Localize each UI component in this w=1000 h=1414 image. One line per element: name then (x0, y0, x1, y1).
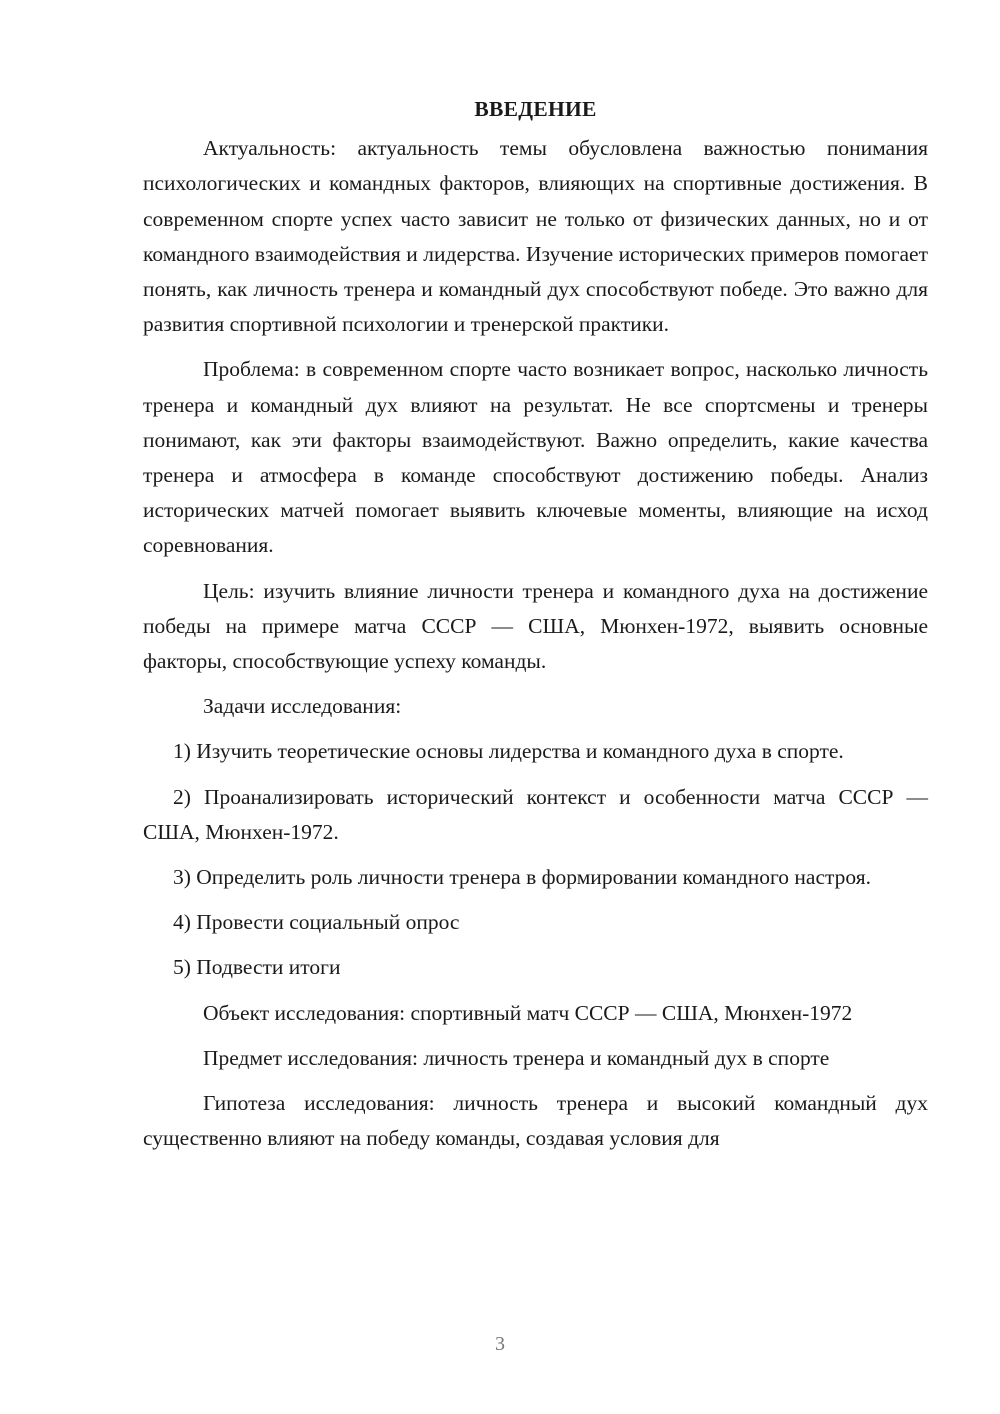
relevance-paragraph: Актуальность: актуальность темы обусловлена важностью понимания психологических и командных факторов, влияющих на спортивные достижения. В современном спорте успех часто зависит не только от физических данных, но и от командного взаимодействия и лидерства. Изучение исторических примеров помогает понять, как личность тренера и командный дух способствуют победе. Это важно для развития спортивной психологии и тренерской практики. (143, 136, 928, 337)
page-number: 3 (495, 1333, 505, 1355)
hypothesis-paragraph: Гипотеза исследования: личность тренера и высокий командный дух существенно влияют на победу команды, создавая условия для (143, 1091, 928, 1151)
task-item-4: 4) Провести социальный опрос (173, 910, 460, 935)
subject-paragraph: Предмет исследования: личность тренера и командный дух в спорте (203, 1045, 830, 1070)
task-item-2: 2) Проанализировать исторический контекст и особенности матча СССР — США, Мюнхен-1972. (143, 784, 928, 844)
object-paragraph: Объект исследования: спортивный матч СССР — США, Мюнхен-1972 (203, 1000, 853, 1025)
document-page (143, 92, 928, 1156)
section-heading: ВВЕДЕНИЕ (474, 97, 597, 121)
tasks-title: Задачи исследования: (203, 694, 402, 719)
goal-paragraph: Цель: изучить влияние личности тренера и командного духа на достижение победы на примере матча СССР — США, Мюнхен-1972, выявить основные факторы, способствующие успеху команды. (143, 578, 928, 674)
problem-paragraph: Проблема: в современном спорте часто возникает вопрос, насколько личность тренера и командный дух влияют на результат. Не все спортсмены и тренеры понимают, как эти факторы взаимодействуют. Важно определить, какие качества тренера и атмосфера в команде способствуют достижению победы. Анализ исторических матчей помогает выявить ключевые моменты, влияющие на исход соревнования. (143, 357, 928, 558)
task-item-5: 5) Подвести итоги (173, 955, 341, 980)
task-item-1: 1) Изучить теоретические основы лидерства и командного духа в спорте. (173, 739, 844, 764)
task-item-3: 3) Определить роль личности тренера в формировании командного настроя. (173, 865, 872, 890)
